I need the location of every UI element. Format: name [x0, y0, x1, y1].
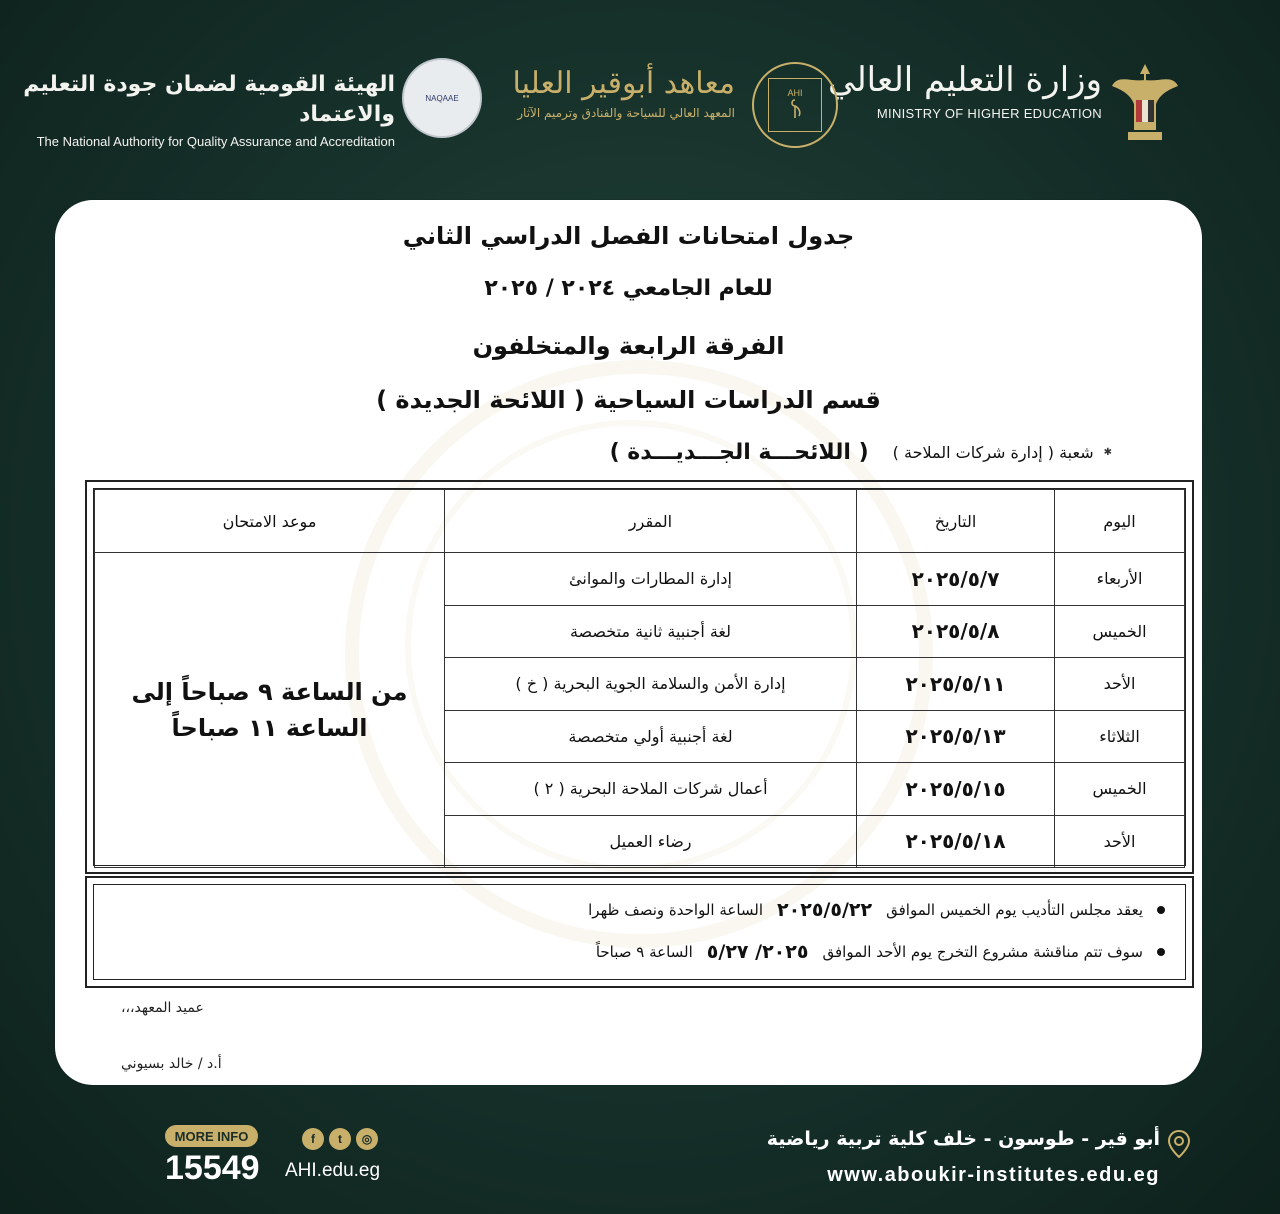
address-block [767, 1128, 1160, 1187]
course-cell: أعمال شركات الملاحة البحرية ( ٢ ) [445, 763, 857, 816]
schedule-table [94, 489, 1185, 868]
twitter-icon[interactable]: t [329, 1128, 351, 1150]
aboukir-subtitle: المعهد العالي للسياحة والفنادق وترميم الآثار [517, 106, 735, 120]
naqaae-name-ar: الهيئة القومية لضمان جودة التعليم والاعتماد [23, 72, 395, 127]
note-time: الساعة ٩ صباحاً [595, 943, 693, 961]
branch-regulation: ( اللائحـــة الجـــديـــدة ) [609, 440, 869, 465]
ministry-name-ar: وزارة التعليم العالي [827, 60, 1102, 100]
header-date: التاريخ [857, 490, 1055, 553]
table-header-row [95, 490, 1185, 553]
date-cell: ٢٠٢٥/٥/١٨ [857, 815, 1055, 868]
note-date: ٢٠٢٥/٥/٢٢ [777, 899, 873, 921]
egypt-eagle-icon [1110, 60, 1180, 146]
day-cell: الثلاثاء [1055, 710, 1185, 763]
naqaae-seal-text: NAQAAE [425, 93, 459, 103]
document-titles [55, 218, 1202, 428]
exam-time-line2: الساعة ١١ صباحاً [171, 714, 368, 742]
location-pin-icon [1168, 1130, 1190, 1158]
schedule-table-inner [93, 488, 1186, 866]
notes-frame [85, 876, 1194, 988]
note-date: ٢٠٢٥/ ٥/٢٧ [706, 941, 809, 963]
bullet-icon [1157, 948, 1165, 956]
note-text: يعقد مجلس التأديب يوم الخميس الموافق [886, 901, 1143, 919]
header-day: اليوم [1055, 490, 1185, 553]
exam-time-cell [95, 553, 445, 868]
more-info-pill: MORE INFO [165, 1125, 258, 1147]
course-cell: إدارة الأمن والسلامة الجوية البحرية ( خ ) [445, 658, 857, 711]
date-cell: ٢٠٢٥/٥/٨ [857, 605, 1055, 658]
hotline-block [165, 1125, 260, 1188]
ministry-logo [828, 58, 1102, 121]
note-text: سوف تتم مناقشة مشروع التخرج يوم الأحد الموافق [822, 943, 1143, 961]
date-cell: ٢٠٢٥/٥/١٣ [857, 710, 1055, 763]
dean-signature: أ.د / خالد بسيوني [121, 1056, 222, 1072]
branch-name: شعبة ( إدارة شركات الملاحة ) [892, 443, 1094, 462]
ministry-name-en: MINISTRY OF HIGHER EDUCATION [876, 106, 1102, 121]
header-course: المقرر [445, 490, 857, 553]
aboukir-logo [512, 64, 735, 120]
naqaae-name-en: The National Authority for Quality Assurance and Accreditation [36, 134, 395, 149]
institute-address: أبو قير - طوسون - خلف كلية تربية رياضية [766, 1128, 1160, 1150]
level-title: الفرقة الرابعة والمتخلفون [472, 332, 785, 360]
day-cell: الخميس [1055, 763, 1185, 816]
date-cell: ٢٠٢٥/٥/٧ [857, 553, 1055, 606]
naqaae-seal-logo [402, 58, 482, 138]
branch-line [610, 440, 1112, 465]
header [0, 0, 1280, 190]
exam-time-line1: من الساعة ٩ صباحاً إلى [131, 678, 408, 706]
course-cell: لغة أجنبية ثانية متخصصة [445, 605, 857, 658]
instagram-icon[interactable]: ◎ [356, 1128, 378, 1150]
ahi-badge-inner [768, 78, 822, 132]
day-cell: الخميس [1055, 605, 1185, 658]
note-time: الساعة الواحدة ونصف ظهرا [588, 901, 764, 919]
day-cell: الأربعاء [1055, 553, 1185, 606]
dean-label: عميد المعهد،،، [121, 1000, 204, 1016]
document-title: جدول امتحانات الفصل الدراسي الثاني [402, 222, 855, 250]
note-item [588, 899, 1165, 921]
table-row [95, 553, 1185, 606]
department-title: قسم الدراسات السياحية ( اللائحة الجديدة ) [376, 386, 881, 414]
course-cell: إدارة المطارات والموانئ [445, 553, 857, 606]
ahi-url-link[interactable]: AHI.edu.eg [285, 1160, 381, 1181]
ahi-badge-logo [752, 62, 838, 148]
day-cell: الأحد [1055, 815, 1185, 868]
website-link[interactable]: www.aboukir-institutes.edu.eg [827, 1164, 1160, 1186]
notes-inner [93, 884, 1186, 980]
schedule-card [55, 200, 1202, 1085]
ahi-badge-text: AHI [787, 88, 803, 98]
date-cell: ٢٠٢٥/٥/١٥ [857, 763, 1055, 816]
note-item [596, 941, 1165, 963]
schedule-table-frame [85, 480, 1194, 874]
naqaae-logo [0, 70, 395, 149]
bullet-icon [1157, 906, 1165, 914]
star-icon: ✱ [1103, 447, 1112, 458]
academic-year: للعام الجامعي ٢٠٢٤ / ٢٠٢٥ [484, 276, 773, 301]
ibis-icon [785, 98, 805, 122]
hotline-number[interactable]: 15549 [165, 1149, 260, 1187]
header-time: موعد الامتحان [95, 490, 445, 553]
date-cell: ٢٠٢٥/٥/١١ [857, 658, 1055, 711]
course-cell: رضاء العميل [445, 815, 857, 868]
day-cell: الأحد [1055, 658, 1185, 711]
social-links [302, 1128, 378, 1150]
aboukir-name: معاهد أبوقير العليا [512, 66, 735, 101]
course-cell: لغة أجنبية أولي متخصصة [445, 710, 857, 763]
facebook-icon[interactable]: f [302, 1128, 324, 1150]
